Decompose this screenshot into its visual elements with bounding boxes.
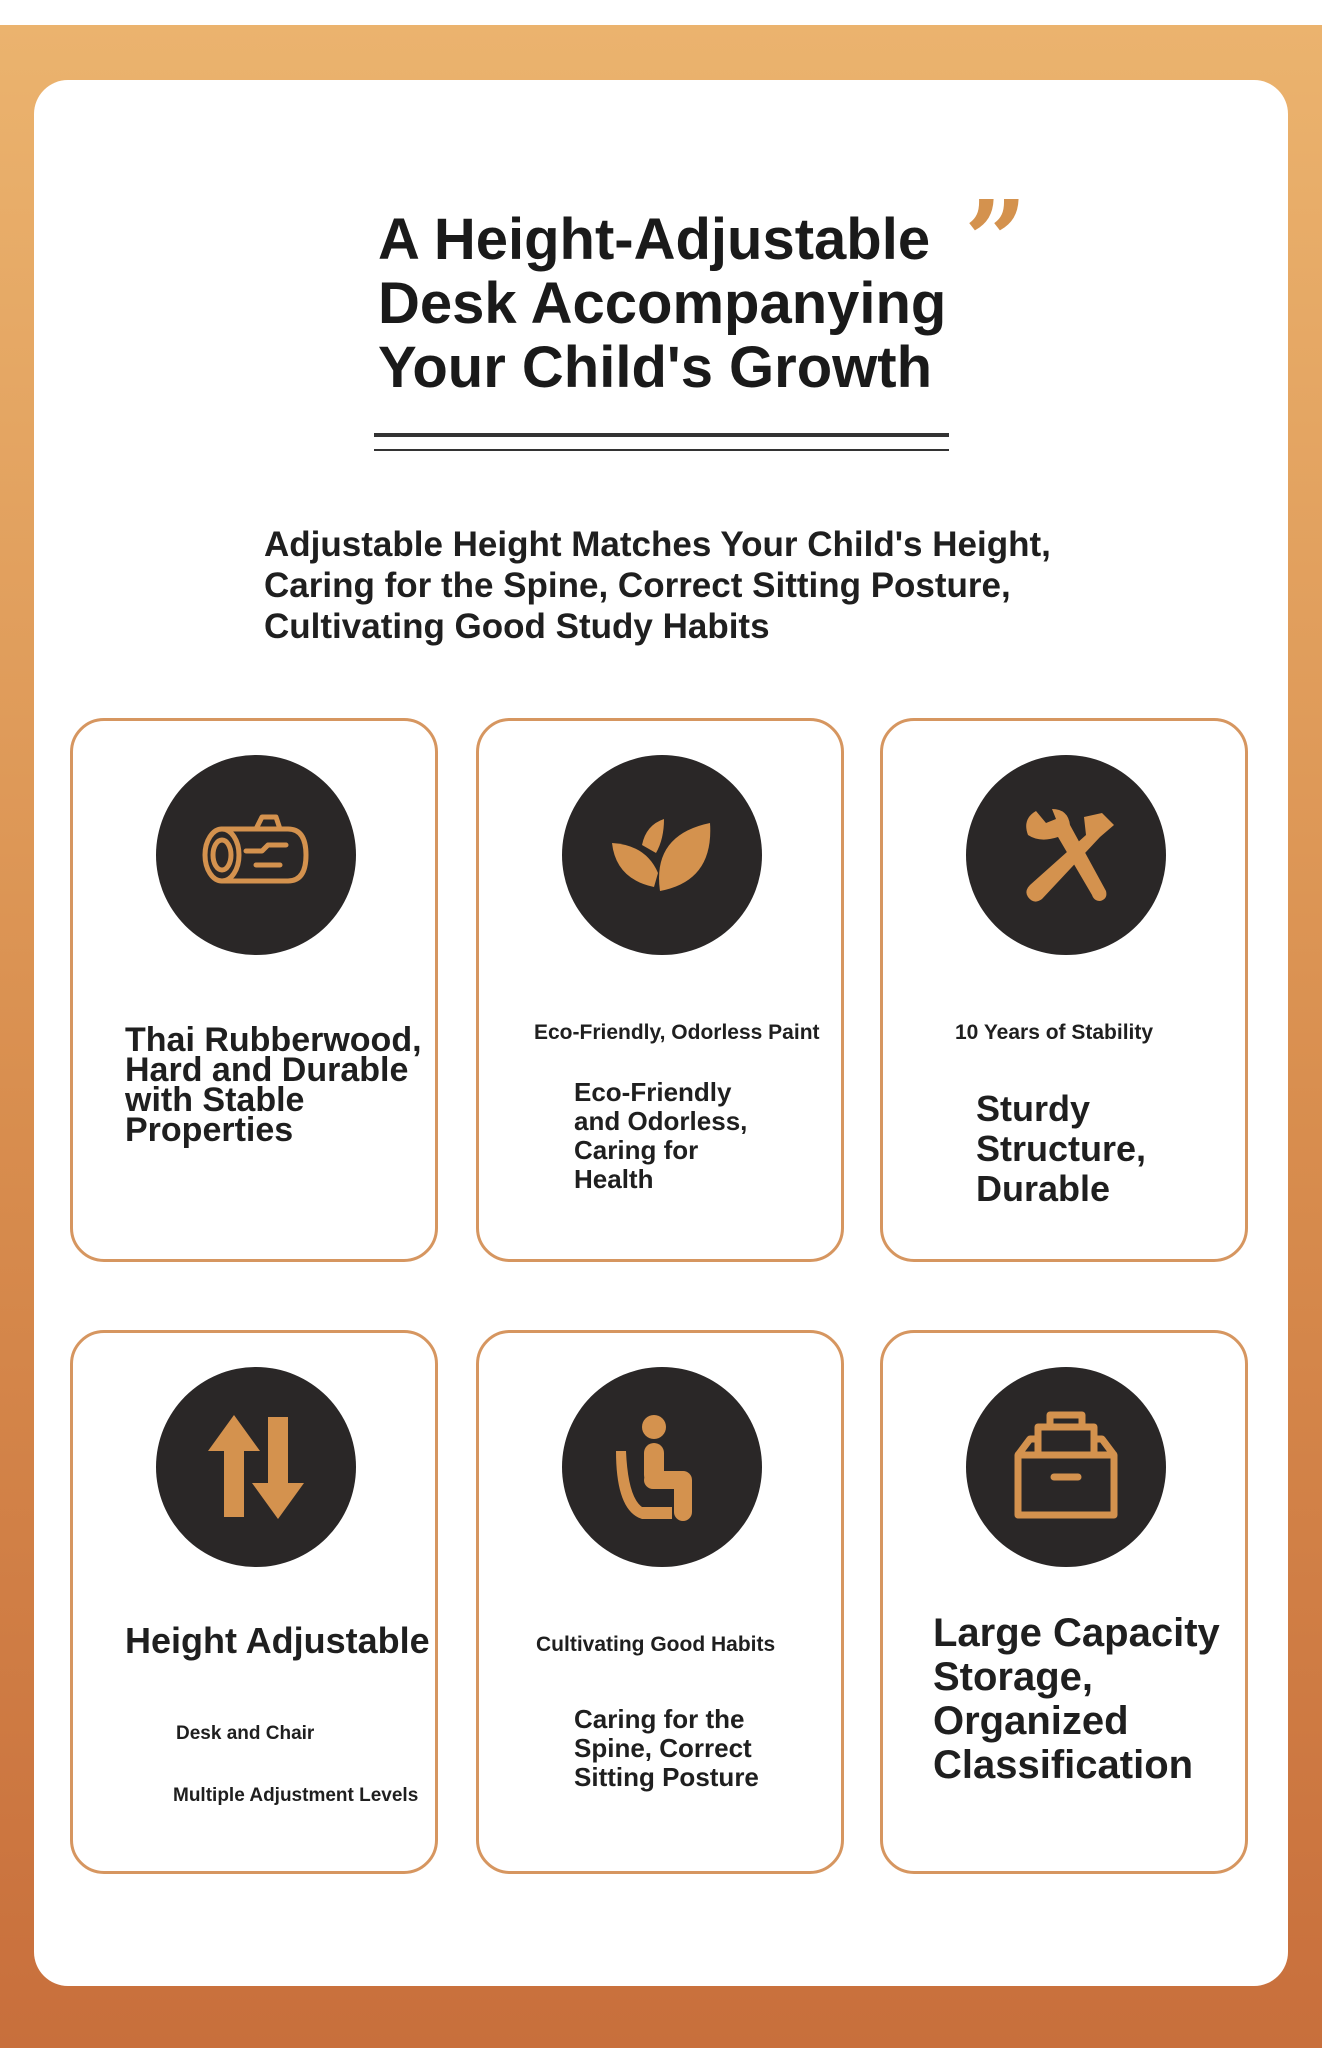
- page-title: A Height-Adjustable Desk Accompanying Your Child's Growth: [378, 207, 947, 400]
- card-line-2: Multiple Adjustment Levels: [173, 1785, 419, 1806]
- card-heading: Height Adjustable: [125, 1620, 430, 1661]
- feature-card-stability: [880, 718, 1248, 1262]
- card-text: Large Capacity Storage, Organized Classification: [933, 1611, 1220, 1787]
- card-heading: 10 Years of Stability: [955, 1021, 1154, 1044]
- title-divider: [374, 433, 949, 451]
- wood-log-icon: [156, 755, 356, 955]
- up-down-arrows-icon: [156, 1367, 356, 1567]
- quote-mark-icon: ”: [964, 176, 1028, 305]
- sitting-person-icon: [562, 1367, 762, 1567]
- card-text: Thai Rubberwood, Hard and Durable with Stable Properties: [125, 1021, 422, 1149]
- card-text: Caring for the Spine, Correct Sitting Posture: [574, 1704, 759, 1792]
- card-line-1: Desk and Chair: [176, 1723, 315, 1744]
- storage-box-icon: [966, 1367, 1166, 1567]
- card-heading: Cultivating Good Habits: [536, 1633, 776, 1656]
- feature-card-material: [70, 718, 438, 1262]
- feature-card-storage: [880, 1330, 1248, 1874]
- wrench-hammer-icon: [966, 755, 1166, 955]
- card-heading: Eco-Friendly, Odorless Paint: [534, 1021, 820, 1044]
- feature-card-height: [70, 1330, 438, 1874]
- leaf-icon: [562, 755, 762, 955]
- card-text: Sturdy Structure, Durable: [976, 1088, 1147, 1209]
- feature-card-paint: [476, 718, 844, 1262]
- card-text: Eco-Friendly and Odorless, Caring for Health: [574, 1077, 748, 1194]
- feature-card-habits: [476, 1330, 844, 1874]
- page-subtitle: Adjustable Height Matches Your Child's Height, Caring for the Spine, Correct Sitting Posture, Cultivating Good Study Habits: [264, 525, 1051, 646]
